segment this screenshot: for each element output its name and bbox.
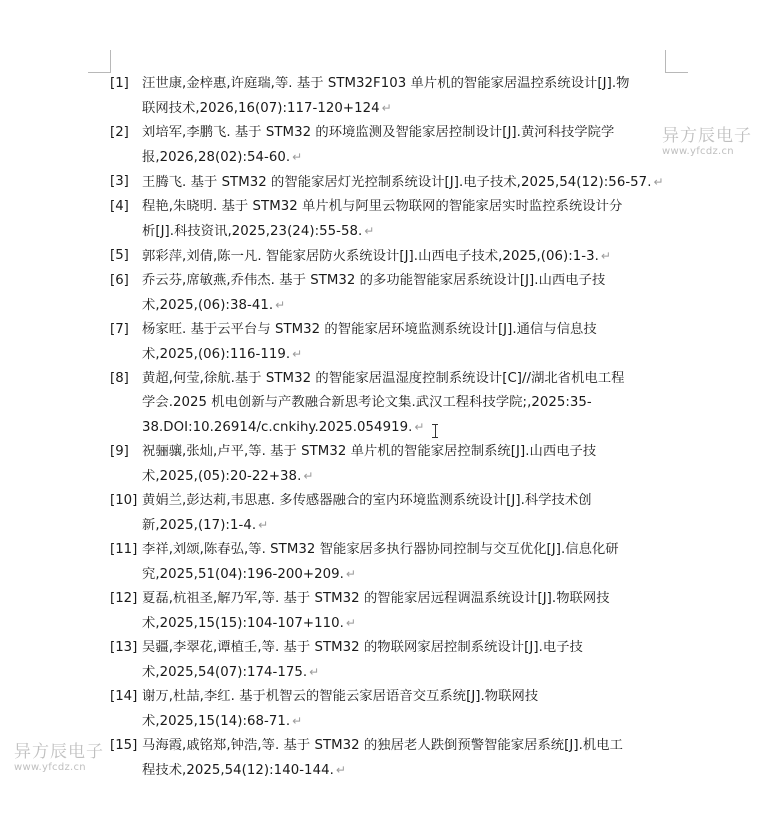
- reference-line: 李祥,刘颂,陈春弘,等. STM32 智能家居多执行器协同控制与交互优化[J].信息化研: [142, 542, 619, 557]
- paragraph-mark-icon: ↵: [381, 101, 392, 115]
- reference-number: [7]: [110, 322, 129, 337]
- reference-line-wrap: [142, 342, 670, 367]
- page-corner-mark-top-left: [88, 50, 111, 73]
- reference-line-wrap: [142, 464, 670, 489]
- reference-item[interactable]: [110, 587, 670, 636]
- reference-number: [8]: [110, 371, 129, 386]
- reference-number: [11]: [110, 542, 138, 557]
- reference-line: 新,2025,(17):1-4.: [142, 518, 257, 533]
- reference-item[interactable]: [110, 685, 670, 734]
- reference-text: [142, 440, 670, 489]
- reference-number: [2]: [110, 125, 129, 140]
- reference-line-wrap: [142, 415, 670, 440]
- reference-line: 郭彩萍,刘倩,陈一凡. 智能家居防火系统设计[J].山西电子技术,2025,(06):1-3.: [142, 249, 599, 264]
- reference-line: 杨家旺. 基于云平台与 STM32 的智能家居环境监测系统设计[J].通信与信息技: [142, 322, 597, 337]
- reference-text: [142, 195, 670, 244]
- reference-item[interactable]: [110, 195, 670, 244]
- reference-line: 刘培军,李鹏飞. 基于 STM32 的环境监测及智能家居控制设计[J].黄河科技学院学: [142, 125, 615, 140]
- paragraph-mark-icon: ↵: [335, 763, 346, 777]
- reference-line: 祝骊骧,张灿,卢平,等. 基于 STM32 单片机的智能家居控制系统[J].山西电子技: [142, 444, 597, 459]
- reference-text: [142, 318, 670, 367]
- reference-line: 程技术,2025,54(12):140-144.: [142, 763, 334, 778]
- reference-text: [142, 734, 670, 783]
- reference-number: [9]: [110, 444, 129, 459]
- reference-list[interactable]: [110, 72, 670, 783]
- reference-text: [142, 269, 670, 318]
- reference-line: 马海霞,戚铭郑,钟浩,等. 基于 STM32 的独居老人跌倒预警智能家居系统[J].机电工: [142, 738, 623, 753]
- reference-line: 汪世康,金梓惠,许庭瑞,等. 基于 STM32F103 单片机的智能家居温控系统设计[J].物: [142, 76, 630, 91]
- reference-number: [12]: [110, 591, 138, 606]
- reference-line: 联网技术,2026,16(07):117-120+124: [142, 101, 380, 116]
- paragraph-mark-icon: ↵: [275, 298, 286, 312]
- watermark-title: 异方辰电子: [14, 742, 104, 762]
- watermark-right: [662, 126, 752, 158]
- reference-line: 黄娟兰,彭达莉,韦思惠. 多传感器融合的室内环境监测系统设计[J].科学技术创: [142, 493, 592, 508]
- reference-line: 谢万,杜喆,李红. 基于机智云的智能云家居语音交互系统[J].物联网技: [142, 689, 539, 704]
- reference-item[interactable]: [110, 269, 670, 318]
- reference-line: 38.DOI:10.26914/c.cnkihy.2025.054919.: [142, 420, 413, 435]
- reference-item[interactable]: [110, 244, 670, 269]
- reference-text: [142, 367, 670, 440]
- reference-text: [142, 72, 670, 121]
- paragraph-mark-icon: ↵: [345, 616, 356, 630]
- reference-line-wrap: [142, 293, 670, 318]
- reference-line: 术,2025,15(14):68-71.: [142, 714, 291, 729]
- paragraph-mark-icon: ↵: [292, 714, 303, 728]
- reference-item[interactable]: [110, 367, 670, 440]
- reference-item[interactable]: [110, 121, 670, 170]
- reference-item[interactable]: [110, 318, 670, 367]
- reference-number: [4]: [110, 199, 129, 214]
- paragraph-mark-icon: ↵: [292, 150, 303, 164]
- reference-line-wrap: [142, 758, 670, 783]
- reference-text: [142, 685, 670, 734]
- reference-line: 究,2025,51(04):196-200+209.: [142, 567, 344, 582]
- reference-text: [142, 538, 670, 587]
- reference-item[interactable]: [110, 538, 670, 587]
- paragraph-mark-icon: ↵: [600, 249, 612, 263]
- reference-number: [6]: [110, 273, 129, 288]
- watermark-url: www.yfcdz.cn: [14, 762, 86, 773]
- reference-line-wrap: [142, 660, 670, 685]
- reference-line: 术,2025,15(15):104-107+110.: [142, 616, 344, 631]
- reference-line: 夏磊,杭祖圣,解乃军,等. 基于 STM32 的智能家居远程调温系统设计[J].物联网技: [142, 591, 610, 606]
- reference-line-wrap: [142, 709, 670, 734]
- reference-line: 乔云芬,席敏燕,乔伟杰. 基于 STM32 的多功能智能家居系统设计[J].山西电子技: [142, 273, 606, 288]
- reference-text: [142, 587, 670, 636]
- reference-number: [14]: [110, 689, 138, 704]
- reference-line: 报,2026,28(02):54-60.: [142, 150, 291, 165]
- reference-number: [15]: [110, 738, 138, 753]
- paragraph-mark-icon: ↵: [345, 567, 356, 581]
- paragraph-mark-icon: ↵: [414, 420, 425, 434]
- reference-item[interactable]: [110, 170, 670, 195]
- reference-item[interactable]: [110, 489, 670, 538]
- reference-line-wrap: [142, 513, 670, 538]
- reference-item[interactable]: [110, 636, 670, 685]
- reference-text: [142, 170, 670, 195]
- reference-text: [142, 121, 670, 170]
- paragraph-mark-icon: ↵: [653, 175, 664, 189]
- paragraph-mark-icon: ↵: [292, 347, 303, 361]
- paragraph-mark-icon: ↵: [303, 469, 314, 483]
- paragraph-mark-icon: ↵: [364, 224, 375, 238]
- reference-line-wrap: [142, 611, 670, 636]
- reference-line-wrap: [142, 145, 670, 170]
- reference-text: [142, 636, 670, 685]
- watermark-left: [14, 742, 104, 774]
- reference-line: 术,2025,(06):38-41.: [142, 298, 274, 313]
- reference-line-wrap: [142, 96, 670, 121]
- page-corner-mark-top-right: [665, 50, 688, 73]
- reference-line-wrap: [142, 244, 670, 269]
- reference-line: 王腾飞. 基于 STM32 的智能家居灯光控制系统设计[J].电子技术,2025,54(12):56-57.: [142, 175, 652, 190]
- reference-line: 黄超,何莹,徐航.基于 STM32 的智能家居温湿度控制系统设计[C]//湖北省机电工程: [142, 371, 625, 386]
- reference-line: 吴疆,李翠花,谭植壬,等. 基于 STM32 的物联网家居控制系统设计[J].电子技: [142, 640, 583, 655]
- reference-item[interactable]: [110, 72, 670, 121]
- reference-line-wrap: [142, 170, 670, 195]
- reference-text: [142, 489, 670, 538]
- reference-item[interactable]: [110, 734, 670, 783]
- reference-line-wrap: [142, 562, 670, 587]
- paragraph-mark-icon: ↵: [309, 665, 320, 679]
- reference-line: 程艳,朱晓明. 基于 STM32 单片机与阿里云物联网的智能家居实时监控系统设计分: [142, 199, 623, 214]
- reference-item[interactable]: [110, 440, 670, 489]
- reference-line-wrap: [142, 219, 670, 244]
- reference-number: [5]: [110, 248, 129, 263]
- reference-number: [13]: [110, 640, 138, 655]
- reference-number: [3]: [110, 174, 129, 189]
- watermark-title: 异方辰电子: [662, 126, 752, 146]
- reference-number: [10]: [110, 493, 138, 508]
- reference-line: 术,2025,(06):116-119.: [142, 347, 291, 362]
- reference-line: 术,2025,(05):20-22+38.: [142, 469, 302, 484]
- reference-number: [1]: [110, 76, 129, 91]
- text-cursor-icon: [432, 424, 438, 438]
- reference-line: 学会.2025 机电创新与产教融合新思考论文集.武汉工程科技学院;,2025:35-: [142, 395, 592, 410]
- reference-line: 析[J].科技资讯,2025,23(24):55-58.: [142, 224, 363, 239]
- reference-line: 术,2025,54(07):174-175.: [142, 665, 308, 680]
- reference-text: [142, 244, 670, 269]
- watermark-url: www.yfcdz.cn: [662, 146, 734, 157]
- paragraph-mark-icon: ↵: [258, 518, 269, 532]
